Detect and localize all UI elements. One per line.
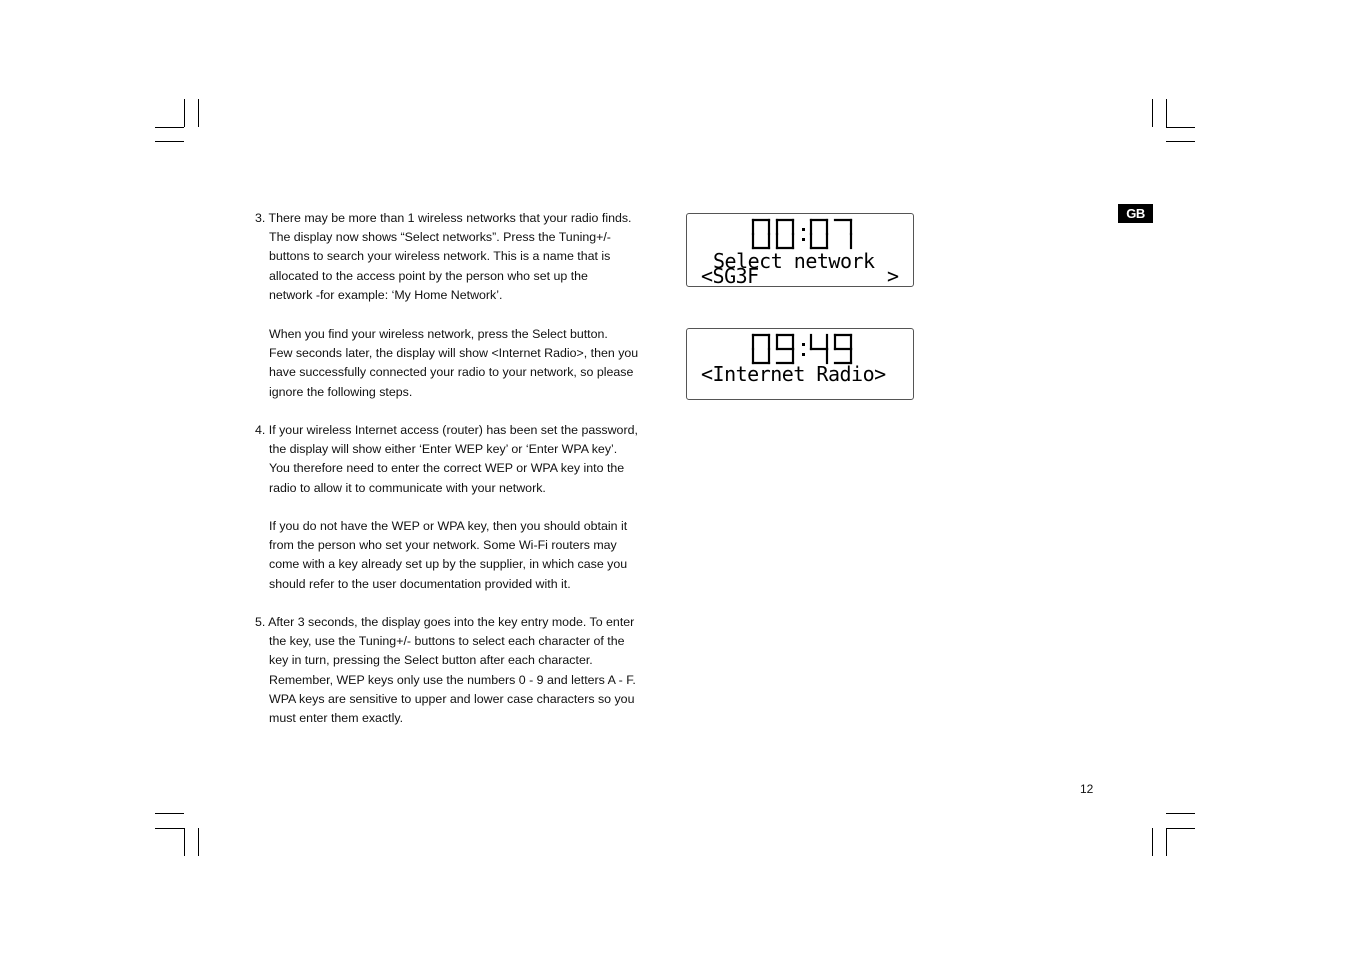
text-line: 5. After 3 seconds, the display goes into the key entry mode. To enter [255, 615, 635, 629]
text-line: allocated to the access point by the person who set up the [269, 268, 588, 283]
crop-mark [1152, 828, 1153, 856]
clock-colon-dot [802, 353, 805, 356]
seven-segment-clock [745, 216, 855, 252]
clock-colon-dot [802, 228, 805, 231]
step-3-paragraph [255, 209, 675, 305]
crop-mark [184, 828, 185, 856]
text-line: radio to allow it to communicate with your network. [269, 480, 546, 495]
step-4-paragraph [255, 421, 675, 498]
text-line: from the person who set your network. Some Wi-Fi routers may [269, 538, 617, 553]
crop-mark [155, 813, 184, 814]
text-line: key in turn, pressing the Select button after each character. [269, 653, 593, 668]
text-line: have successfully connected your radio to your network, so please [269, 365, 634, 380]
crop-mark [198, 828, 199, 856]
text-line: buttons to search your wireless network. This is a name that is [269, 249, 611, 264]
step-3-followup-paragraph [269, 325, 689, 402]
crop-mark [155, 828, 184, 829]
text-line: Remember, WEP keys only use the numbers 0 - 9 and letters A - F. [269, 672, 636, 687]
text-line: If you do not have the WEP or WPA key, then you should obtain it [269, 519, 628, 533]
crop-mark [1166, 828, 1195, 829]
text-line: When you find your wireless network, press the Select button. [269, 327, 608, 341]
crop-mark [1166, 141, 1195, 142]
crop-mark [198, 99, 199, 127]
lcd-arrow-right: > [887, 264, 899, 288]
clock-colon-dot [802, 238, 805, 241]
lcd-line-network-name: <SG3F [701, 264, 759, 288]
step-4-followup-paragraph [269, 517, 689, 594]
text-line: network -for example: ‘My Home Network’. [269, 287, 503, 302]
text-line: You therefore need to enter the correct WEP or WPA key into the [269, 461, 625, 476]
lcd-line-network-label: Select network [713, 249, 875, 273]
text-line: The display now shows “Select networks”. Press the Tuning+/- [269, 230, 611, 245]
text-line: should refer to the user documentation provided with it. [269, 576, 571, 591]
text-line: ignore the following steps. [269, 384, 413, 399]
language-badge: GB [1118, 204, 1153, 223]
page-number: 12 [1080, 782, 1094, 796]
lcd-display-internet-radio [686, 328, 914, 400]
crop-mark [155, 127, 184, 128]
crop-mark [1152, 99, 1153, 127]
lcd-display-select-network [686, 213, 914, 287]
text-line: the display will show either ‘Enter WEP key’ or ‘Enter WPA key’. [269, 442, 618, 457]
crop-mark [1166, 813, 1195, 814]
text-line: Few seconds later, the display will show <Internet Radio>, then you [269, 346, 639, 361]
crop-mark [1166, 828, 1167, 856]
text-line: the key, use the Tuning+/- buttons to select each character of the [269, 634, 625, 649]
step-5-paragraph [255, 613, 675, 728]
crop-mark [1166, 99, 1167, 127]
clock-colon-dot [802, 343, 805, 346]
text-line: WPA keys are sensitive to upper and lower case characters so you [269, 691, 635, 706]
crop-mark [184, 99, 185, 127]
text-line: 4. If your wireless Internet access (router) has been set the password, [255, 423, 638, 437]
text-line: 3. There may be more than 1 wireless networks that your radio finds. [255, 211, 632, 225]
text-line: come with a key already set up by the supplier, in which case you [269, 557, 628, 572]
crop-mark [155, 141, 184, 142]
text-line: must enter them exactly. [269, 711, 404, 726]
crop-mark [1166, 127, 1195, 128]
lcd-line-status: <Internet Radio> [701, 362, 886, 386]
